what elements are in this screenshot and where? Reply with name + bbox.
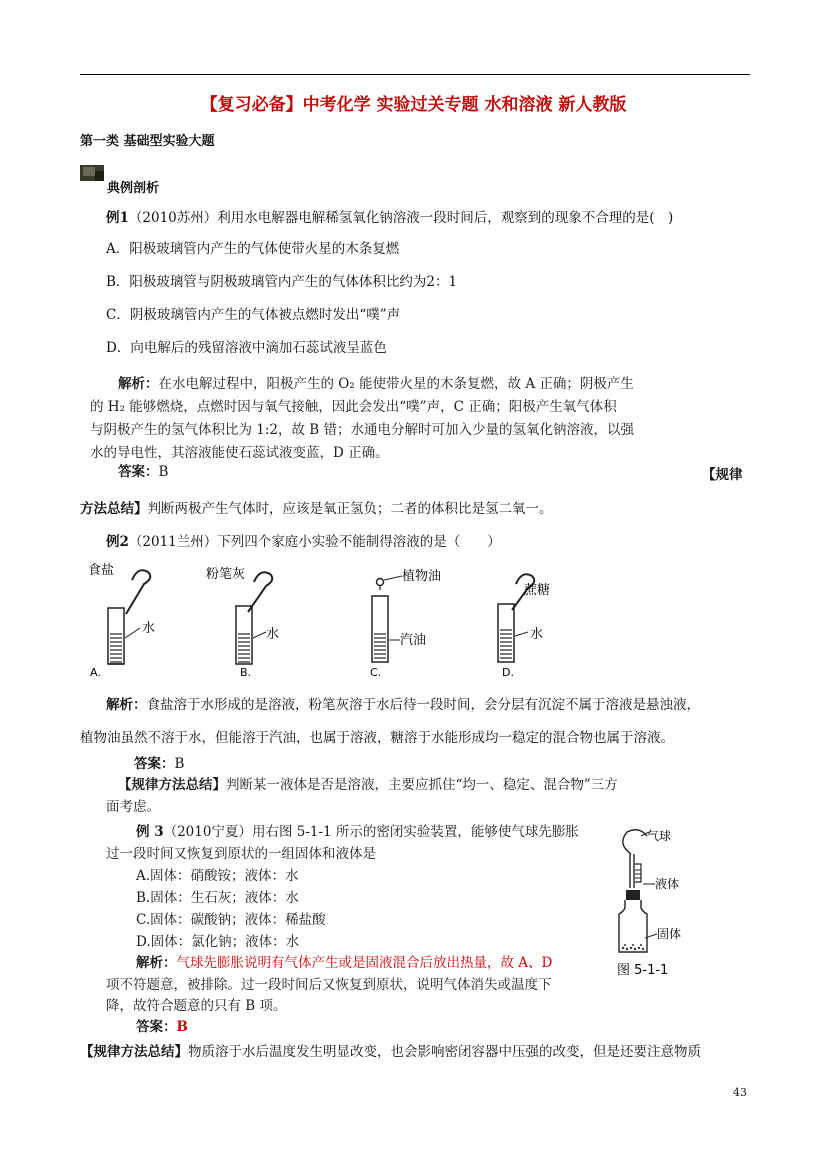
ex1-question: [106, 206, 673, 226]
ex3-rule: [80, 1040, 701, 1060]
ex3-label: 例 3: [136, 824, 164, 840]
ex3-rule-text: 物质溶于水后温度发生明显改变，也会影响密闭容器中压强的改变，但是还要注意物质: [188, 1044, 701, 1060]
ex2-rule-line-2: 面考虑。: [106, 799, 160, 815]
ex2-tube-a-top: 食盐: [88, 563, 115, 578]
ex2-rule-line-1: 【规律方法总结】判断某一液体是否是溶液，主要应抓住“均一、稳定、混合物”三方: [118, 777, 618, 793]
ex3-solid-label: 固体: [657, 927, 682, 941]
ex3-analysis-line-3: 降，故符合题意的只有 B 项。: [106, 998, 287, 1014]
ex3-answer-label: 答案：: [136, 1019, 177, 1035]
ex2-tube-a-liquid: 水: [142, 621, 156, 636]
ex3-liquid-label: 液体: [655, 877, 680, 891]
ex2-rule-label: 【规律方法总结】: [118, 777, 226, 793]
ex2-figure: [84, 560, 584, 680]
ex1-stem: （2010苏州）利用水电解器电解稀氢氧化钠溶液一段时间后，观察到的现象不合理的是( ): [128, 210, 674, 226]
ex3-option-b: B.固体：生石灰；液体：水: [136, 890, 299, 906]
ex1-rule: [80, 497, 553, 517]
ex3-option-a: A.固体：硝酸铵；液体：水: [136, 868, 299, 884]
page-number: 43: [733, 1086, 747, 1099]
ex3-analysis-line-2: 项不符题意，被排除。过一段时间后又恢复到原状，说明气体消失或温度下: [106, 977, 552, 993]
ex3-figure-caption: 图 5-1-1: [617, 963, 669, 978]
ex3-answer: 答案：B: [136, 1019, 188, 1035]
ex2-tube-d-liquid: 水: [530, 627, 544, 642]
ex2-tube-b-top: 粉笔灰: [206, 567, 246, 582]
ex2-tube-d-top: 蔗糖: [524, 583, 551, 598]
section-subheading: 典例剖析: [107, 181, 160, 196]
ex1-rule-text: 判断两极产生气体时，应该是氧正氢负；二者的体积比是氢二氧一。: [147, 501, 553, 517]
ex2-tube-c-top: 植物油: [402, 569, 442, 584]
ex1-option-a: A．阳极玻璃管内产生的气体使带火星的木条复燃: [106, 241, 400, 257]
ex3-option-d: D.固体：氯化钠；液体：水: [136, 934, 300, 950]
ex2-tube-d: [498, 574, 550, 679]
ex2-analysis-line-2: 植物油虽然不溶于水，但能溶于汽油，也属于溶液，糖溶于水能形成均一稳定的混合物也属于溶液。: [80, 730, 674, 746]
ex1-option-c: C．阴极玻璃管内产生的气体被点燃时发出“噗”声: [106, 307, 401, 323]
ex3-option-c: C.固体：碳酸钠；液体：稀盐酸: [136, 912, 326, 928]
ex3-balloon-label: 气球: [647, 829, 672, 843]
ex1-analysis-line-2: 的 H₂ 能够燃烧，点燃时因与氧气接触，因此会发出“噗”声，C 正确；阳极产生氧气体积: [90, 399, 617, 415]
ex3-rule-label: 【规律方法总结】: [80, 1044, 188, 1060]
ex2-tube-b-liquid: 水: [266, 627, 280, 642]
ex3-question-line-1: 例 3（2010宁夏）用右图 5-1-1 所示的密闭实验装置，能够使气球先膨胀: [136, 824, 579, 840]
ex1-analysis-line-3: 与阴极产生的氢气体积比为 1:2，故 B 错；水通电分解时可加入少量的氢氧化钠溶液，以强: [90, 422, 635, 438]
ex2-tube-b: [206, 566, 279, 679]
ex2-answer: 答案：B: [134, 756, 185, 772]
ex1-analysis-line-1: 解析：在水电解过程中，阳极产生的 O₂ 能使带火星的木条复燃，故 A 正确；阴极产生: [118, 376, 634, 392]
ex2-tube-c-liquid: 汽油: [400, 633, 427, 648]
page-title: 【复习必备】中考化学 实验过关专题 水和溶液 新人教版: [200, 95, 627, 115]
ex1-analysis-label: 解析：: [118, 376, 159, 392]
ex1-answer-label: 答案：: [118, 464, 159, 480]
ex2-answer-label: 答案：: [134, 756, 175, 772]
ex2-tube-c-letter: C.: [370, 666, 382, 679]
ex3-question-line-2: 过一段时间又恢复到原状的一组固体和液体是: [106, 846, 376, 862]
ex2-tube-a-letter: A.: [90, 666, 101, 679]
ex1-label: 例1: [106, 210, 129, 226]
ex2-analysis-line-1: 解析：食盐溶于水形成的是溶液，粉笔灰溶于水后待一段时间，会分层有沉淀不属于溶液是悬浊液，: [106, 697, 700, 713]
ex1-analysis-line-4: 水的导电性，其溶液能使石蕊试液变蓝，D 正确。: [90, 445, 389, 461]
ex1-option-b: B．阳极玻璃管与阴极玻璃管内产生的气体体积比约为2：1: [106, 274, 458, 290]
ex3-figure: [605, 826, 685, 981]
ex3-analysis-line-1: 解析：气球先膨胀说明有气体产生或是固液混合后放出热量，故 A、D: [136, 955, 553, 971]
section-icon: [80, 163, 106, 183]
header-rule: [80, 74, 750, 75]
section-heading: 第一类 基础型实验大题: [80, 134, 215, 149]
ex1-answer: 答案：B: [118, 464, 169, 480]
ex2-question: [106, 530, 501, 550]
ex3-analysis-label: 解析：: [136, 955, 177, 971]
ex2-stem: （2011兰州）下列四个家庭小实验不能制得溶液的是（ ）: [128, 534, 501, 550]
ex2-tube-c: [370, 568, 441, 679]
ex1-rule-label: 方法总结】: [80, 501, 148, 517]
ex2-tube-d-letter: D.: [502, 666, 514, 679]
ex2-analysis-label: 解析：: [106, 697, 147, 713]
ex2-tube-a: [88, 562, 155, 679]
ex1-option-d: D．向电解后的残留溶液中滴加石蕊试液呈蓝色: [106, 340, 387, 356]
ex2-tube-b-letter: B.: [240, 666, 252, 679]
ex1-rule-head-right: 【规律: [702, 467, 743, 483]
ex2-label: 例2: [106, 534, 129, 550]
